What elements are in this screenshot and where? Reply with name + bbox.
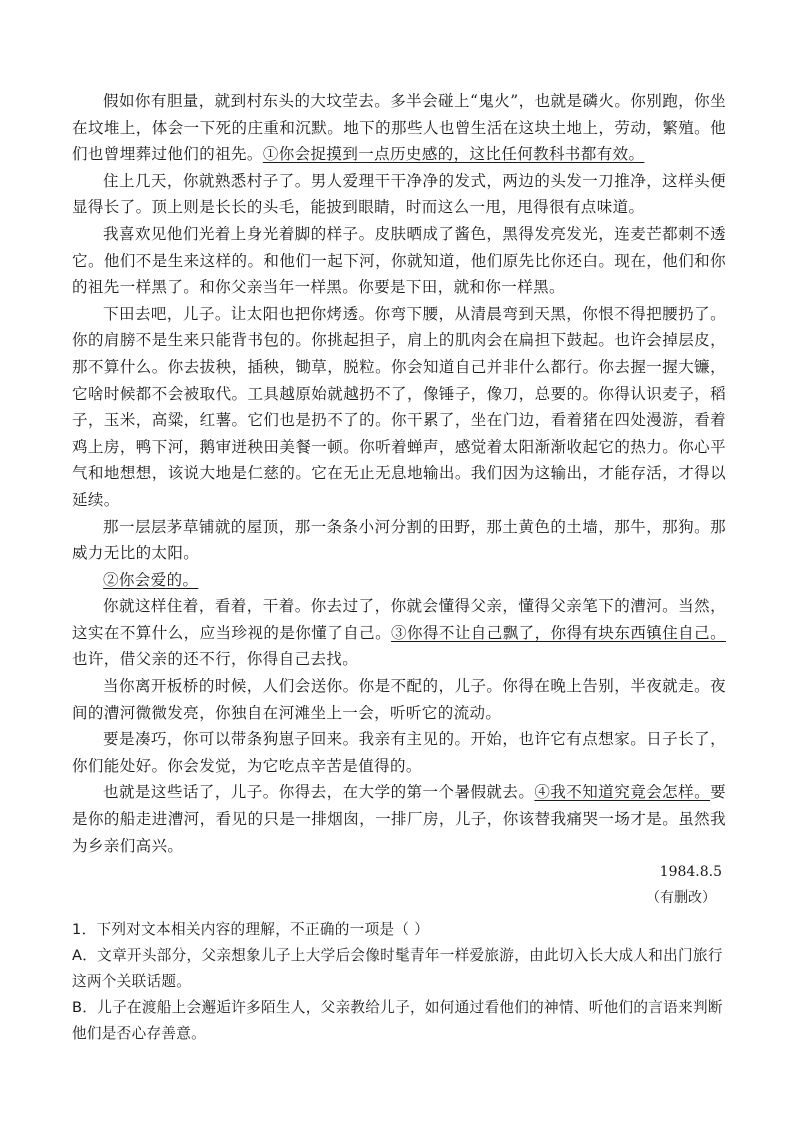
essay-paragraph-2: 住上几天，你就熟悉村子了。男人爱理干干净净的发式，两边的头发一刀推净，这样头便显得长了。顶上则是长长的头毛，能披到眼睛，时而这么一甩，甩得很有点味道。: [72, 171, 726, 217]
underlined-sentence-1: ①你会捉摸到一点历史感的，这比任何教科书都有效。: [262, 145, 645, 164]
essay-paragraph-5: 那一层层茅草铺就的屋顶，那一条条小河分割的田野，那土黄色的土墙，那牛，那狗。那威力无比的太阳。: [72, 517, 726, 563]
essay-paragraph-10-text-c: 要是你的船走进漕河，看见的只是一排烟囱，一排厂房，儿子，你该替我痛哭一场才是。虽然我为乡亲们高兴。: [72, 783, 726, 855]
underlined-sentence-2: ②你会爱的。: [103, 570, 199, 589]
essay-paragraph-1-text: 假如你有胆量，就到村东头的大坟茔去。多半会碰上“鬼火”，也就是磷火。你别跑，你坐在坟堆上，体会一下死的庄重和沉默。地下的那些人也曾生活在这块土地上，劳动，繁殖。他们也曾埋葬过他们的祖先。: [72, 92, 726, 164]
essay-paragraph-10-text-a: 也就是这些话了，儿子。你得去，在大学的第一个暑假就去。: [103, 783, 535, 802]
essay-paragraph-7-text-c: 也许，借父亲的还不行，你得自己去找。: [72, 650, 359, 669]
essay-paragraph-7-text-a: 你就这样住着，看着，干着。你去过了，你就会懂得父亲，懂得父亲笔下的漕河。当然，这实在不算什么，应当珍视的是你懂了自己。: [72, 597, 726, 642]
option-a: A．文章开头部分，父亲想象儿子上大学后会像时髦青年一样爱旅游，由此切入长大成人和出门旅行这两个关联话题。: [72, 947, 723, 991]
essay-paragraph-7: [72, 593, 726, 673]
essay-paragraph-6: [72, 567, 726, 594]
essay-paragraph-10: [72, 779, 726, 859]
essay-paragraph-9: 要是凑巧，你可以带条狗崽子回来。我亲有主见的。开始，也许它有点想家。日子长了，你们能处好。你会发觉，为它吃点辛苦是值得的。: [72, 730, 726, 775]
essay-paragraph-3: 我喜欢见他们光着上身光着脚的样子。皮肤晒成了酱色，黑得发亮发光，连麦芒都刺不透它。他们不是生来这样的。和他们一起下河，你就知道，他们原先比你还白。现在，他们和你的祖先一样黑了。和你父亲当年一样黑。你要是下田，就和你一样黑。: [72, 224, 726, 297]
underlined-sentence-3: ③你得不让自己飘了，你得有块东西镇住自己。: [391, 623, 726, 642]
option-b: B．儿子在渡船上会邂逅许多陌生人，父亲教给儿子，如何通过看他们的神情、听他们的言语来判断他们是否心存善意。: [72, 999, 723, 1043]
question-1-stem: 1．下列对文本相关内容的理解，不正确的一项是（ ）: [72, 921, 430, 939]
document-page: [72, 88, 726, 1047]
essay-paragraph-1: [72, 88, 726, 168]
essay-date: 1984.8.5: [659, 864, 722, 881]
underlined-sentence-4: ④我不知道究竟会怎样。: [534, 783, 711, 802]
essay-paragraph-8: 当你离开板桥的时候，人们会送你。你是不配的，儿子。你得在晚上告别，半夜就走。夜间的漕河微微发亮，你独自在河滩坐上一会，听听它的流动。: [72, 677, 726, 722]
abridged-note: （有删改）: [646, 890, 716, 907]
essay-paragraph-4: 下田去吧，儿子。让太阳也把你烤透。你弯下腰，从清晨弯到天黑，你恨不得把腰扔了。你的肩膀不是生来只能背书包的。你挑起担子，肩上的肌肉会在扁担下鼓起。也许会掉层皮，那不算什么。你去拔秧，插秧，锄草，脱粒。你会知道自己并非什么都行。你去握一握大镰，它啥时候都不会被取代。工具越原始就越扔不了，像锤子，像刀，总要的。你得认识麦子，稻子，玉米，高粱，红薯。它们也是扔不了的。你干累了，坐在门边，看着猪在四处漫游，看着鸡上房，鸭下河，鹅审迸秧田美餐一顿。你听着蝉声，感觉着太阳渐渐收起它的热力。你心平气和地想想，该说大地是仁慈的。它在无止无息地输出。我们因为这输出，才能存活，才得以延续。: [72, 304, 726, 509]
